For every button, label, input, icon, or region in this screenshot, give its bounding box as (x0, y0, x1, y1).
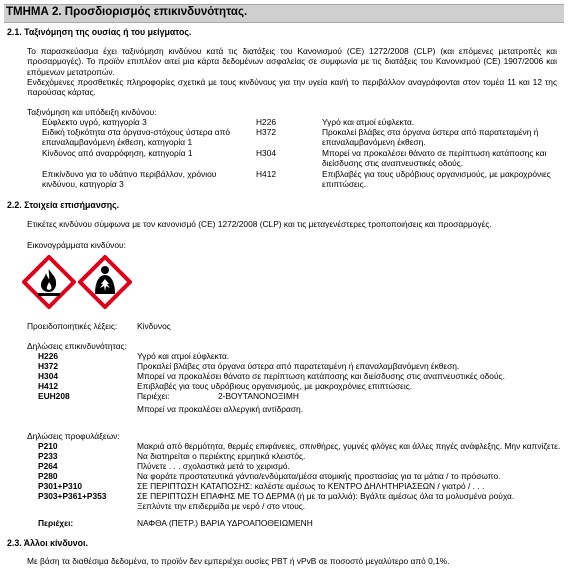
subsection-2-3-title: 2.3. Άλλοι κίνδυνοι. (7, 538, 88, 548)
hazard-text: Προκαλεί βλάβες στα όργανα ύστερα από παρατεταμένη ή επαναλαμβανόμενη έκθεση. (137, 361, 460, 371)
pictograms-label: Εικονογράμματα κινδύνου: (27, 240, 126, 250)
precaution-code: P210 (38, 441, 58, 451)
classification-class: Εύφλεκτο υγρό, κατηγορία 3 (42, 117, 147, 127)
hazard-text: Μπορεί να προκαλέσει θάνατο σε περίπτωση κατάποσης και διείσδυσης στις αναπνευστικές οδούς. (137, 371, 505, 381)
classification-class: Επικίνδυνο για το υδάτινο περιβάλλον, χρόνιου κινδύνου, κατηγορία 3 (42, 169, 217, 190)
classification-description: Προκαλεί βλάβες στα όργανα ύστερα από παρατεταμένη ή επαναλαμβανόμενη έκθεση. (322, 127, 539, 148)
section-title: ΤΜΗΜΑ 2. Προσδιορισμός επικινδυνότητας. (6, 6, 248, 18)
other-hazards-text: Με βάση τα διαθέσιμα δεδομένα, το προϊόν δεν εμπεριέχει ουσίες PBT ή vPvB σε ποσοστό μεγαλύτερο από 0,1%. (27, 556, 450, 566)
label-intro: Ετικέτες κινδύνου σύμφωνα με τον κανονισμό (CE) 1272/2008 (CLP) και τις μεταγενέστερες τροποποιήσεις και προσαρμογές. (27, 219, 492, 229)
classification-code: H372 (256, 127, 277, 137)
hazard-statements-label: Δηλώσεις επικινδυνότητας: (27, 341, 127, 351)
signal-word-label: Προειδοποιητικές λέξεις: (27, 321, 118, 331)
classification-description: Επιβλαβές για τους υδρόβιους οργανισμούς, με μακροχρόνιες επιπτώσεις. (322, 169, 551, 190)
precaution-text: Να διατηρείται ο περιέκτης ερμητικά κλειστός. (137, 451, 306, 461)
precaution-code: P301+P310 (38, 481, 83, 491)
classification-paragraph-2: Ενδεχόμενες προσθετικές πληροφορίες σχετικά με τους κινδύνους για την υγεία και/ή το περιβάλλον αναγράφονται στον τομέα 11 και 12 της παρούσας κάρτας. (27, 77, 557, 98)
hazard-text: Υγρό και ατμοί εύφλεκτα. (137, 351, 230, 361)
subsection-2-2-title: 2.2. Στοιχεία επισήμανσης. (7, 200, 120, 210)
hazard-code: H226 (38, 351, 59, 361)
precaution-text: Να φοράτε προστατευτικά γάντια/ενδύματα/μέσα ατομικής προστασίας για τα μάτια / το πρόσωπο. (137, 471, 501, 481)
flame-pictogram-icon (22, 255, 76, 309)
euh208-substance: 2-ΒΟΥΤΑΝΟΝΟΞΙΜΗ (218, 391, 299, 401)
classification-code: H304 (256, 148, 277, 158)
hazard-text: Επιβλαβές για τους υδρόβιους οργανισμούς, με μακροχρόνιες επιπτώσεις. (137, 381, 413, 391)
section-header (4, 4, 564, 23)
hazard-text: Περιέχει: (137, 391, 170, 401)
precaution-code: P280 (38, 471, 58, 481)
precaution-text: ΣΕ ΠΕΡΙΠΤΩΣΗ ΕΠΑΦΗΣ ΜΕ ΤΟ ΔΕΡΜΑ (ή με τα μαλλιά): Βγάλτε αμέσως όλα τα μολυσμένα ρούχα. Ξεπλύντε την επιδερμίδα με νερό / στο ντους. (137, 491, 515, 512)
contains-value: ΝΑΦΘΑ (ΠΕΤΡ.) ΒΑΡΙΑ ΥΔΡΟΑΠΟΘΕΙΩΜΕΝΗ (137, 518, 313, 528)
health-hazard-pictogram-icon (78, 255, 132, 309)
classification-code: H226 (256, 117, 277, 127)
signal-word-value: Κίνδυνος (137, 321, 171, 331)
hazard-code: H372 (38, 361, 59, 371)
classification-code: H412 (256, 169, 277, 179)
precaution-text: Μακριά από θερμότητα, θερμές επιφάνειες, σπινθήρες, γυμνές φλόγες και άλλες πηγές ανάφλεξης. Μην καπνίζετε. (137, 441, 561, 451)
classification-paragraph-1: Το παρασκεύασμα έχει ταξινόμηση κινδύνου κατά τις διατάξεις του Κανονισμού (CE) 1272/2008 (CLP) (και επόμενες μετατροπές και προσαρμογές). Το προϊόν επιπλέον αιτεί μια κάρτα δεδομένων ασφαλείας σε συμφωνία με τις διατάξεις του Κανονισμού (CE) 1907/2006 και επόμενων μετατροπών. (27, 46, 557, 77)
precautionary-statements-label: Δηλώσεις προφυλάξεων: (27, 431, 120, 441)
hazard-code: H412 (38, 381, 59, 391)
classification-description: Υγρό και ατμοί εύφλεκτα. (322, 117, 415, 127)
precaution-code: P264 (38, 461, 58, 471)
precaution-text: ΣΕ ΠΕΡΙΠΤΩΣΗ ΚΑΤΑΠΟΣΗΣ: καλέστε αμέσως το ΚΕΝΤΡΟ ΔΗΛΗΤΗΡΙΑΣΕΩΝ / γιατρό / . . . (137, 481, 485, 491)
classification-class: Ειδική τοξικότητα στα όργανα-στόχους ύστερα από επαναλαμβανόμενη έκθεση, κατηγορία 1 (42, 127, 231, 148)
hazard-code: H304 (38, 371, 59, 381)
contains-label: Περιέχει: (38, 518, 74, 528)
precaution-code: P303+P361+P353 (38, 491, 107, 501)
hazard-code: EUH208 (38, 391, 70, 401)
classification-class: Κίνδυνος από αναρρόφηση, κατηγορία 1 (42, 148, 193, 158)
precaution-code: P233 (38, 451, 58, 461)
subsection-2-1-title: 2.1. Ταξινόμηση της ουσίας ή του μείγματος. (7, 27, 192, 37)
precaution-text: Πλύνετε . . . σχολαστικά μετά το χειρισμό. (137, 461, 290, 471)
classification-description: Μπορεί να προκαλέσει θάνατο σε περίπτωση κατάποσης και διείσδυσης στις αναπνευστικές οδούς. (322, 148, 547, 169)
euh208-note: Μπορεί να προκαλέσει αλλεργική αντίδραση. (137, 404, 304, 414)
classification-label: Ταξινόμηση και υπόδειξη κινδύνου: (27, 107, 157, 117)
